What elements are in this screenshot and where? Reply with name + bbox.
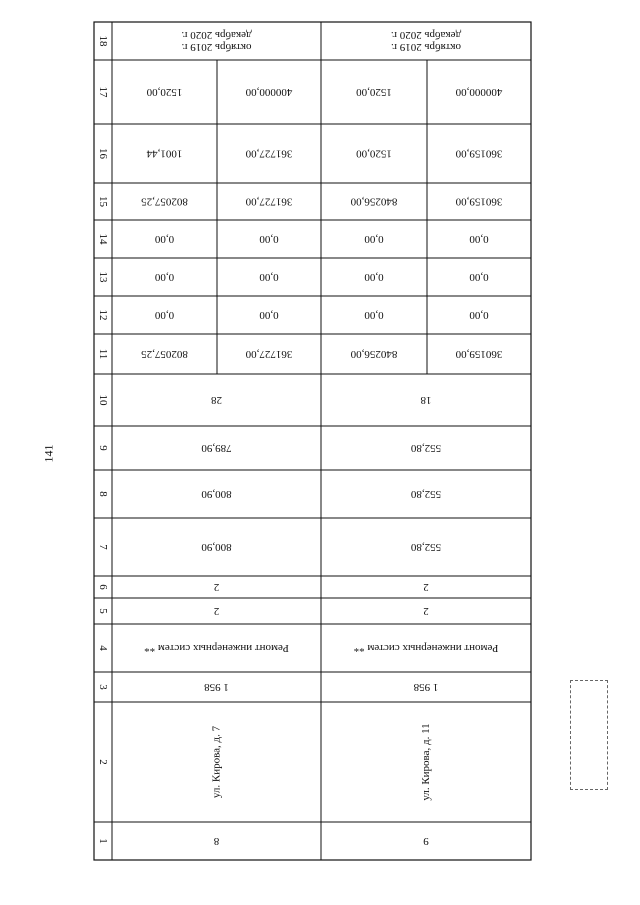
- value-cell-15-a: 840256,00: [350, 195, 398, 208]
- value-cell-10: 28: [211, 394, 222, 406]
- address-cell: ул. Кирова, д. 7: [210, 725, 223, 799]
- column-number-2: 2: [97, 759, 109, 765]
- column-number-7: 7: [97, 544, 109, 550]
- value-cell-16-b: 361727,00: [245, 147, 293, 160]
- value-cell-17-b: 400000,00: [245, 86, 293, 98]
- column-number-1: 1: [97, 838, 109, 844]
- value-cell-11-b: 361727,00: [245, 348, 293, 360]
- row-number: 8: [213, 835, 220, 847]
- value-cell-10: 18: [420, 394, 432, 406]
- value-cell-6: 2: [423, 581, 429, 593]
- value-cell-5: 2: [213, 605, 220, 617]
- value-cell-5: 2: [423, 605, 429, 617]
- column-number-8: 8: [97, 491, 109, 497]
- value-cell-17-a: 1520,00: [146, 86, 183, 98]
- period-end: декабрь 2020 г.: [390, 29, 462, 41]
- page-number: 141: [41, 444, 56, 463]
- value-cell-12-b: 0,00: [259, 309, 279, 321]
- value-cell-9: 552,80: [410, 442, 442, 454]
- year-cell: 1 958: [204, 681, 229, 693]
- value-cell-16-a: 1001,44: [146, 147, 183, 160]
- value-cell-7: 800,90: [201, 541, 232, 553]
- column-number-5: 5: [97, 608, 109, 614]
- value-cell-11-a: 802057,25: [141, 348, 188, 360]
- value-cell-16-b: 360159,00: [455, 147, 503, 160]
- value-cell-6: 2: [213, 581, 220, 593]
- period-start: октябрь 2019 г.: [181, 41, 252, 53]
- value-cell-8: 800,90: [201, 488, 232, 500]
- value-cell-12-b: 0,00: [469, 309, 489, 321]
- period-start: октябрь 2019 г.: [390, 41, 462, 53]
- column-number-16: 16: [97, 148, 109, 159]
- work-type-cell: Ремонт инженерных систем **: [144, 642, 289, 654]
- value-cell-13-b: 0,00: [259, 271, 279, 283]
- value-cell-14-a: 0,00: [154, 233, 175, 245]
- value-cell-11-b: 360159,00: [455, 348, 503, 360]
- column-number-3: 3: [97, 684, 109, 690]
- value-cell-17-b: 400000,00: [455, 86, 503, 98]
- value-cell-14-b: 0,00: [259, 233, 279, 245]
- value-cell-14-b: 0,00: [469, 233, 489, 245]
- column-number-10: 10: [97, 394, 109, 406]
- work-type-cell: Ремонт инженерных систем **: [353, 642, 499, 654]
- value-cell-15-a: 802057,25: [141, 195, 188, 208]
- document-stamp: [570, 680, 608, 790]
- value-cell-15-b: 360159,00: [455, 195, 503, 208]
- value-cell-12-a: 0,00: [364, 309, 384, 321]
- value-cell-13-a: 0,00: [154, 271, 175, 283]
- column-number-11: 11: [97, 348, 109, 360]
- column-number-4: 4: [97, 645, 109, 651]
- column-number-17: 17: [97, 86, 109, 98]
- column-number-13: 13: [97, 271, 109, 283]
- column-number-18: 18: [97, 35, 109, 47]
- value-cell-14-a: 0,00: [364, 233, 384, 245]
- column-number-14: 14: [97, 233, 109, 245]
- value-cell-15-b: 361727,00: [245, 195, 293, 208]
- value-cell-11-a: 840256,00: [350, 348, 398, 360]
- column-number-15: 15: [97, 196, 109, 207]
- column-number-12: 12: [97, 309, 109, 321]
- value-cell-12-a: 0,00: [154, 309, 175, 321]
- year-cell: 1 958: [413, 681, 439, 693]
- value-cell-16-a: 1520,00: [356, 147, 392, 160]
- value-cell-8: 552,80: [410, 488, 442, 500]
- value-cell-7: 552,80: [410, 541, 442, 553]
- period-end: декабрь 2020 г.: [181, 29, 252, 41]
- column-number-9: 9: [97, 445, 109, 451]
- value-cell-13-a: 0,00: [364, 271, 384, 283]
- row-number: 9: [423, 835, 429, 847]
- value-cell-9: 789,90: [201, 442, 232, 454]
- value-cell-13-b: 0,00: [469, 271, 489, 283]
- column-number-6: 6: [97, 584, 109, 590]
- value-cell-17-a: 1520,00: [356, 86, 392, 98]
- address-cell: ул. Кирова, д. 11: [420, 723, 432, 801]
